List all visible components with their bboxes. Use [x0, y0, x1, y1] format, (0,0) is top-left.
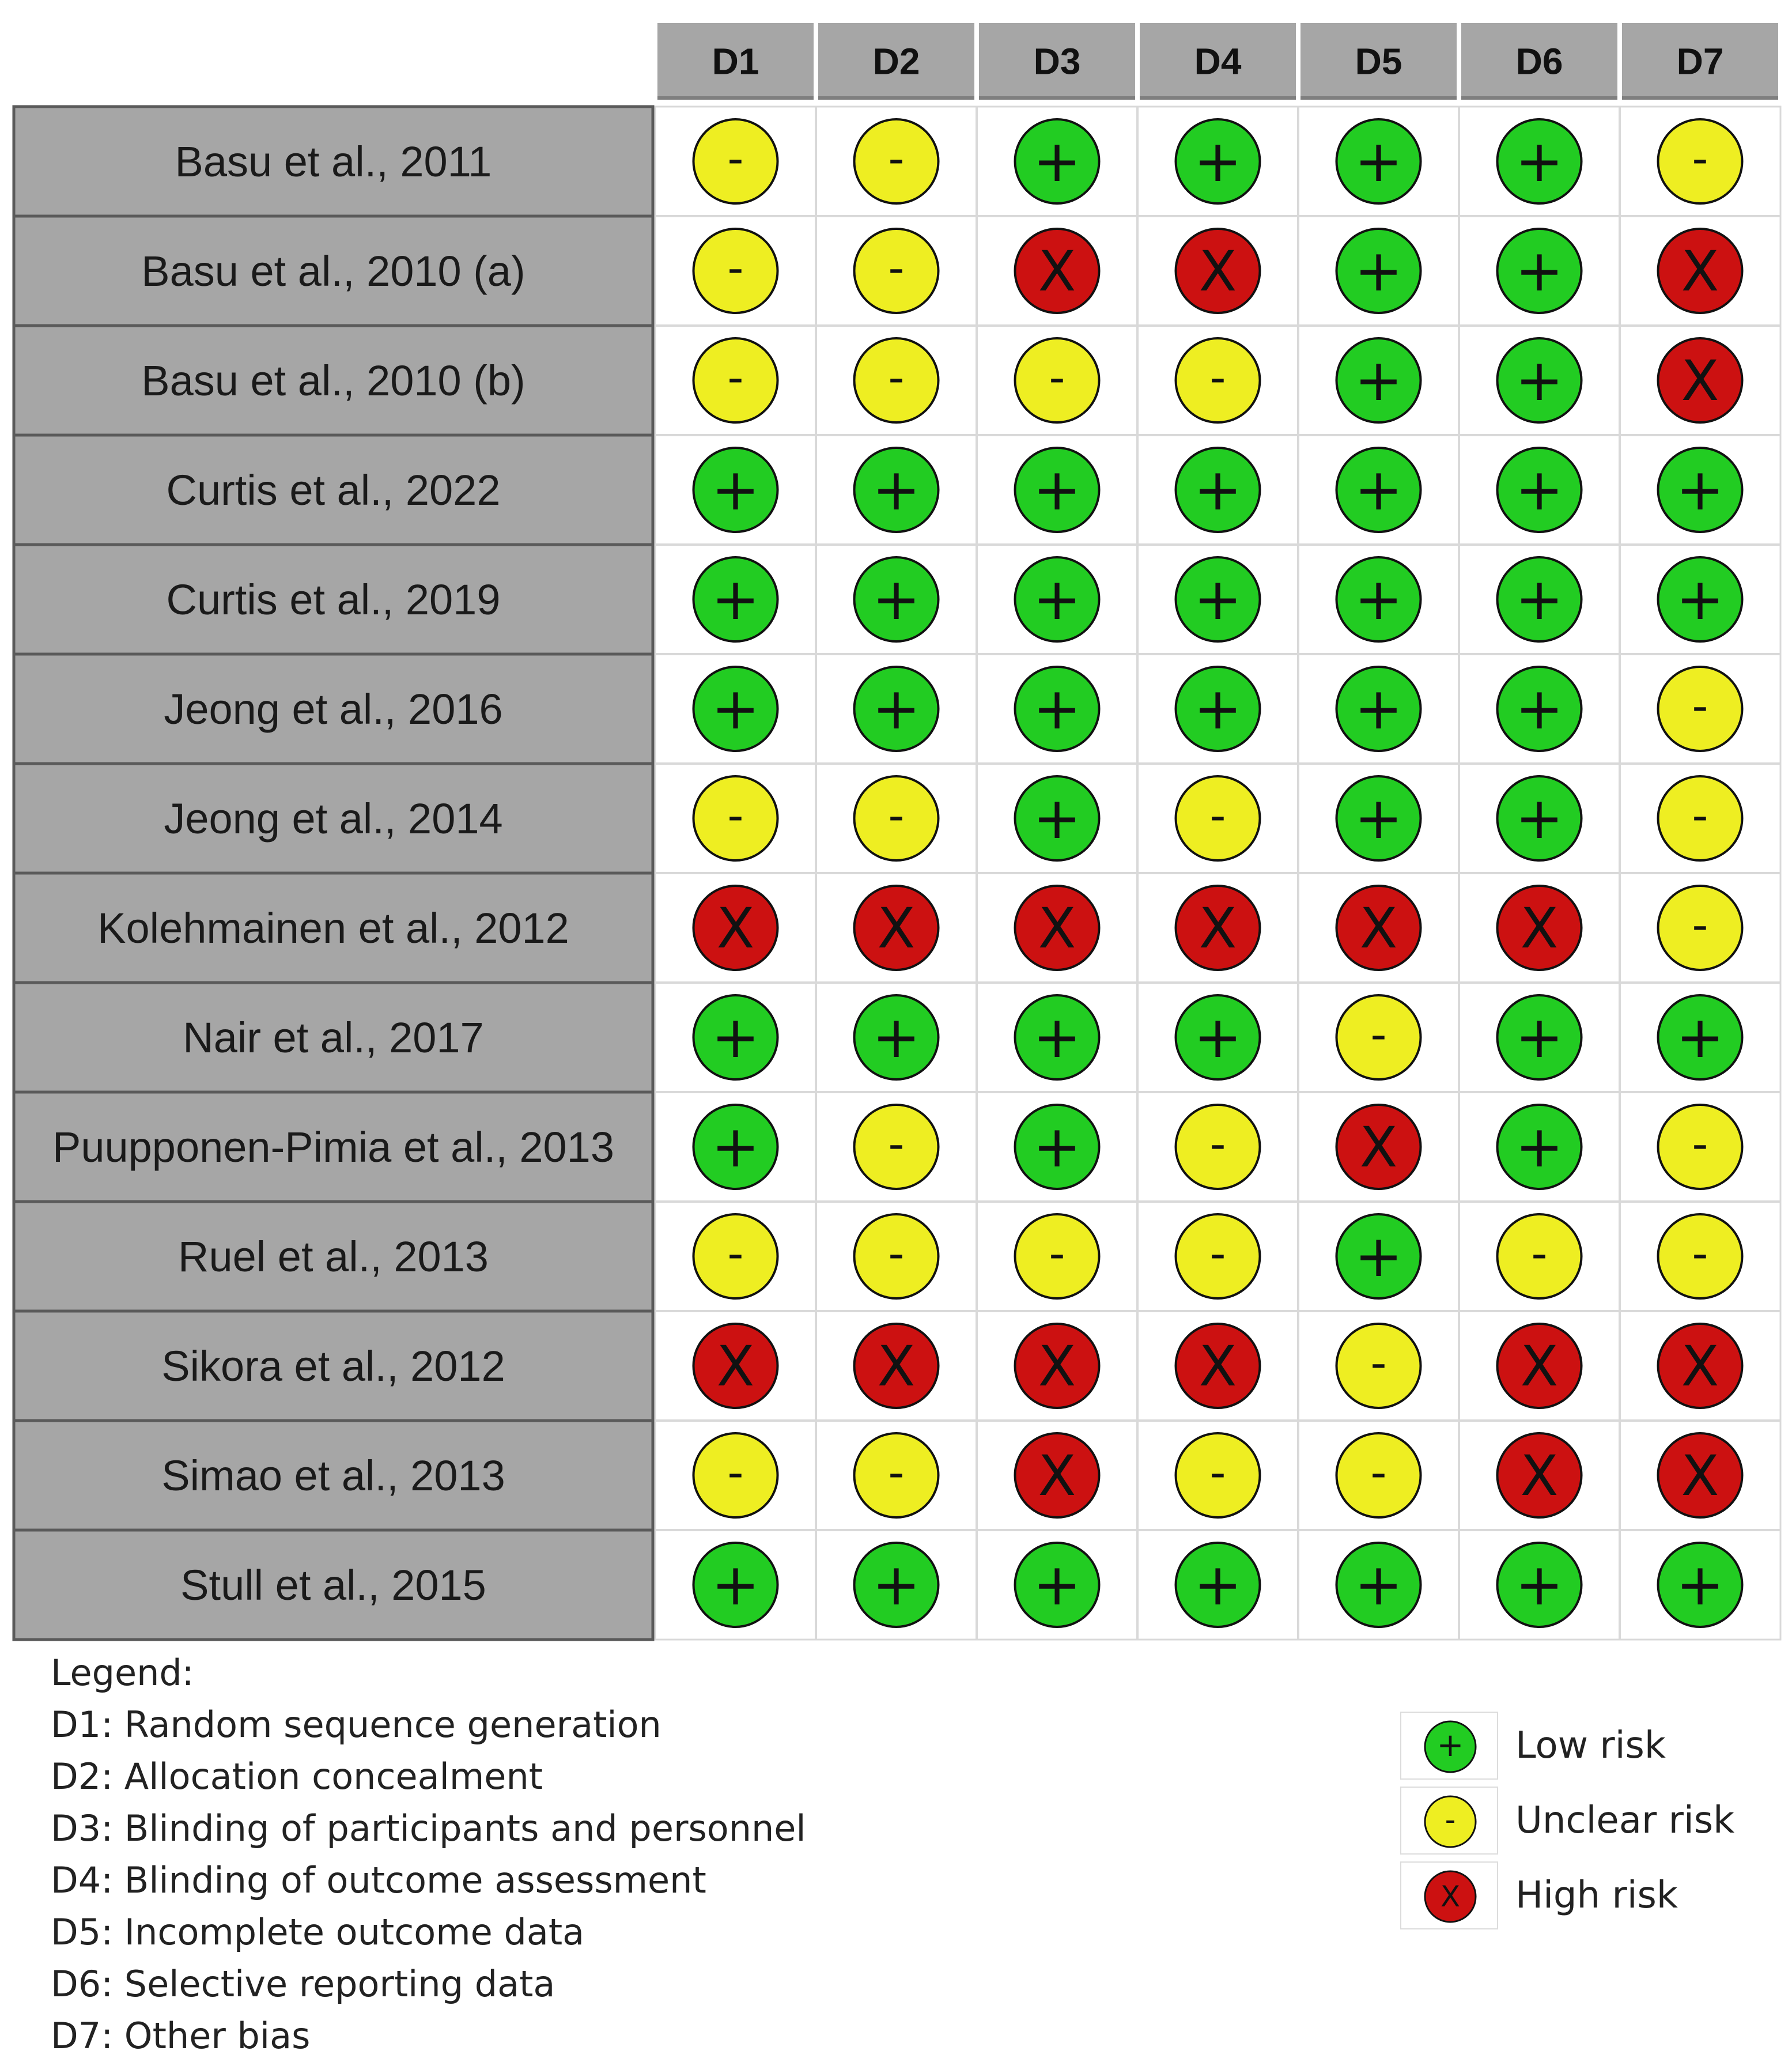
study-label: Basu et al., 2010 (b) — [141, 357, 525, 405]
low-risk-symbol: + — [1515, 675, 1564, 742]
high-risk-symbol: X — [1359, 896, 1398, 961]
study-label: Ruel et al., 2013 — [178, 1233, 489, 1281]
high-risk-symbol: X — [877, 1334, 916, 1399]
unclear-risk-symbol: - — [727, 1447, 744, 1499]
high-risk-icon — [1421, 1868, 1479, 1925]
low-risk-symbol: + — [872, 456, 921, 523]
study-label: Basu et al., 2010 (a) — [141, 247, 525, 295]
high-risk-symbol: X — [1359, 1115, 1398, 1180]
key-row-low — [1400, 1712, 1746, 1780]
column-header-label: D7 — [1676, 40, 1724, 82]
key-row-unclear — [1400, 1787, 1746, 1855]
key-label-unclear: Unclear risk — [1515, 1799, 1735, 1842]
low-risk-symbol: + — [711, 1551, 760, 1618]
high-risk-symbol: X — [1038, 1444, 1076, 1508]
unclear-risk-symbol: - — [727, 1228, 744, 1280]
unclear-risk-symbol: - — [727, 352, 744, 404]
low-risk-symbol: + — [711, 1003, 760, 1071]
high-risk-symbol: X — [1199, 896, 1237, 961]
legend-item-d5: D5: Incomplete outcome data — [51, 1911, 585, 1953]
low-risk-symbol: + — [872, 675, 921, 742]
column-header-shadow — [1622, 96, 1778, 100]
low-risk-symbol: + — [872, 565, 921, 633]
unclear-risk-symbol: - — [727, 790, 744, 842]
svg-text:+: + — [1436, 1727, 1464, 1764]
unclear-risk-symbol: - — [1692, 790, 1708, 842]
legend-item-d1: D1: Random sequence generation — [51, 1704, 661, 1746]
column-header-label: D2 — [872, 40, 920, 82]
study-label: Jeong et al., 2014 — [164, 795, 503, 843]
unclear-risk-icon — [1421, 1793, 1479, 1850]
legend-title: Legend: — [51, 1652, 194, 1694]
unclear-risk-symbol: - — [1692, 1119, 1708, 1170]
low-risk-symbol: + — [1354, 127, 1403, 195]
low-risk-symbol: + — [1193, 675, 1242, 742]
unclear-risk-symbol: - — [1692, 681, 1708, 732]
low-risk-symbol: + — [1193, 1003, 1242, 1071]
column-header-shadow — [1300, 96, 1457, 100]
high-risk-symbol: X — [1199, 1334, 1237, 1399]
study-label: Simao et al., 2013 — [161, 1452, 505, 1500]
legend-item-d7: D7: Other bias — [51, 2015, 311, 2057]
high-risk-symbol: X — [1681, 239, 1719, 304]
key-swatch-unclear — [1400, 1787, 1498, 1855]
low-risk-symbol: + — [1515, 565, 1564, 633]
column-header-shadow — [657, 96, 814, 100]
legend-item-d3: D3: Blinding of participants and personnel — [51, 1807, 806, 1849]
unclear-risk-symbol: - — [1209, 1119, 1226, 1170]
high-risk-symbol: X — [1681, 1334, 1719, 1399]
legend-item-d4: D4: Blinding of outcome assessment — [51, 1859, 706, 1901]
high-risk-symbol: X — [1520, 896, 1559, 961]
high-risk-symbol: X — [1038, 1334, 1076, 1399]
low-risk-symbol: + — [711, 675, 760, 742]
low-risk-symbol: + — [1676, 565, 1725, 633]
high-risk-symbol: X — [716, 1334, 755, 1399]
low-risk-symbol: + — [1033, 1551, 1082, 1618]
unclear-risk-symbol: - — [888, 243, 905, 294]
study-label: Puupponen-Pimia et al., 2013 — [52, 1123, 615, 1171]
unclear-risk-symbol: - — [1531, 1228, 1548, 1280]
unclear-risk-symbol: - — [888, 1447, 905, 1499]
low-risk-symbol: + — [1354, 784, 1403, 852]
column-header-shadow — [818, 96, 974, 100]
low-risk-symbol: + — [1033, 1003, 1082, 1071]
legend-item-d2: D2: Allocation concealment — [51, 1755, 543, 1797]
legend-item-d6: D6: Selective reporting data — [51, 1963, 555, 2005]
low-risk-symbol: + — [872, 1003, 921, 1071]
high-risk-symbol: X — [1038, 896, 1076, 961]
low-risk-symbol: + — [1033, 127, 1082, 195]
key-label-low: Low risk — [1515, 1724, 1666, 1767]
unclear-risk-symbol: - — [888, 1228, 905, 1280]
column-header-shadow — [1140, 96, 1296, 100]
column-header-label: D6 — [1515, 40, 1563, 82]
low-risk-symbol: + — [1354, 565, 1403, 633]
low-risk-symbol: + — [1515, 237, 1564, 304]
unclear-risk-symbol: - — [1370, 1009, 1387, 1061]
low-risk-symbol: + — [1515, 127, 1564, 195]
study-label: Jeong et al., 2016 — [164, 685, 503, 733]
low-risk-symbol: + — [1515, 456, 1564, 523]
column-header-label: D3 — [1033, 40, 1081, 82]
unclear-risk-symbol: - — [1209, 352, 1226, 404]
low-risk-symbol: + — [711, 1113, 760, 1180]
unclear-risk-symbol: - — [1692, 1228, 1708, 1280]
high-risk-symbol: X — [1681, 349, 1719, 413]
low-risk-symbol: + — [1515, 1003, 1564, 1071]
low-risk-symbol: + — [872, 1551, 921, 1618]
high-risk-symbol: X — [1520, 1334, 1559, 1399]
key-row-high — [1400, 1861, 1746, 1929]
low-risk-symbol: + — [1193, 1551, 1242, 1618]
study-label: Stull et al., 2015 — [180, 1561, 486, 1609]
unclear-risk-symbol: - — [1209, 790, 1226, 842]
low-risk-symbol: + — [1515, 784, 1564, 852]
svg-text:X: X — [1440, 1880, 1461, 1913]
study-label: Kolehmainen et al., 2012 — [97, 904, 569, 952]
unclear-risk-symbol: - — [1049, 1228, 1065, 1280]
low-risk-symbol: + — [1193, 456, 1242, 523]
low-risk-symbol: + — [1354, 456, 1403, 523]
high-risk-symbol: X — [1681, 1444, 1719, 1508]
low-risk-symbol: + — [1193, 127, 1242, 195]
unclear-risk-symbol: - — [1370, 1338, 1387, 1389]
domain-legend — [51, 1647, 806, 2062]
key-swatch-high — [1400, 1861, 1498, 1929]
low-risk-symbol: + — [1033, 1113, 1082, 1180]
high-risk-symbol: X — [877, 896, 916, 961]
unclear-risk-symbol: - — [1692, 900, 1708, 951]
low-risk-symbol: + — [1515, 346, 1564, 414]
key-swatch-low — [1400, 1712, 1498, 1780]
low-risk-symbol: + — [1676, 456, 1725, 523]
low-risk-symbol: + — [1033, 784, 1082, 852]
low-risk-symbol: + — [1515, 1113, 1564, 1180]
study-label: Nair et al., 2017 — [183, 1014, 484, 1062]
study-label: Basu et al., 2011 — [175, 138, 492, 186]
column-header-label: D5 — [1355, 40, 1402, 82]
low-risk-symbol: + — [1033, 456, 1082, 523]
low-risk-symbol: + — [1033, 675, 1082, 742]
low-risk-icon — [1421, 1718, 1479, 1776]
column-header-shadow — [1461, 96, 1617, 100]
unclear-risk-symbol: - — [1370, 1447, 1387, 1499]
low-risk-symbol: + — [1193, 565, 1242, 633]
study-label: Sikora et al., 2012 — [161, 1342, 505, 1390]
unclear-risk-symbol: - — [727, 243, 744, 294]
column-header-shadow — [979, 96, 1135, 100]
unclear-risk-symbol: - — [1049, 352, 1065, 404]
low-risk-symbol: + — [1354, 1551, 1403, 1618]
low-risk-symbol: + — [1354, 237, 1403, 304]
low-risk-symbol: + — [1354, 1222, 1403, 1290]
study-label: Curtis et al., 2019 — [166, 576, 501, 624]
low-risk-symbol: + — [711, 565, 760, 633]
unclear-risk-symbol: - — [727, 133, 744, 185]
low-risk-symbol: + — [1354, 346, 1403, 414]
unclear-risk-symbol: - — [888, 790, 905, 842]
study-label: Curtis et al., 2022 — [166, 466, 501, 514]
high-risk-symbol: X — [1199, 239, 1237, 304]
unclear-risk-symbol: - — [888, 1119, 905, 1170]
key-label-high: High risk — [1515, 1874, 1678, 1917]
svg-text:-: - — [1445, 1803, 1456, 1837]
unclear-risk-symbol: - — [888, 133, 905, 185]
low-risk-symbol: + — [1676, 1003, 1725, 1071]
high-risk-symbol: X — [1520, 1444, 1559, 1508]
low-risk-symbol: + — [711, 456, 760, 523]
unclear-risk-symbol: - — [1209, 1228, 1226, 1280]
unclear-risk-symbol: - — [888, 352, 905, 404]
low-risk-symbol: + — [1515, 1551, 1564, 1618]
high-risk-symbol: X — [1038, 239, 1076, 304]
high-risk-symbol: X — [716, 896, 755, 961]
low-risk-symbol: + — [1676, 1551, 1725, 1618]
column-header-label: D4 — [1194, 40, 1242, 82]
column-header-label: D1 — [712, 40, 759, 82]
unclear-risk-symbol: - — [1209, 1447, 1226, 1499]
low-risk-symbol: + — [1033, 565, 1082, 633]
unclear-risk-symbol: - — [1692, 133, 1708, 185]
low-risk-symbol: + — [1354, 675, 1403, 742]
